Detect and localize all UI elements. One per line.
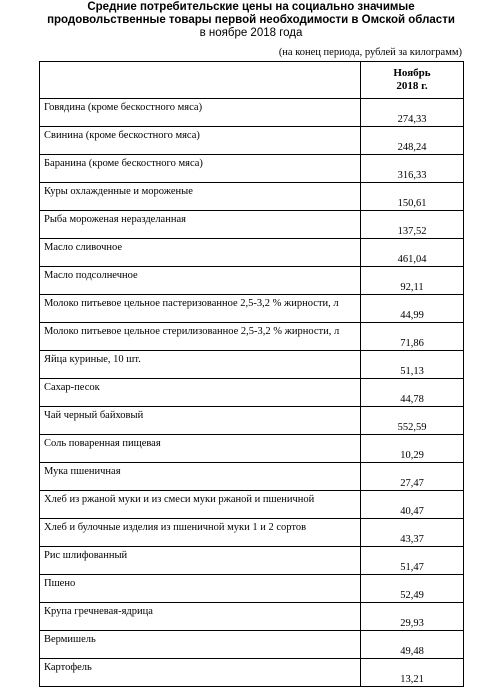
price-value-cell: 552,59 <box>361 407 464 435</box>
product-name-cell: Куры охлажденные и мороженые <box>40 183 361 211</box>
price-value-cell: 27,47 <box>361 463 464 491</box>
table-row <box>40 631 464 659</box>
period-year: 2018 г. <box>396 80 428 92</box>
table-row <box>40 239 464 267</box>
price-value-cell: 150,61 <box>361 183 464 211</box>
price-value-cell: 274,33 <box>361 99 464 127</box>
table-row <box>40 127 464 155</box>
price-value-cell: 248,24 <box>361 127 464 155</box>
price-value-cell: 44,99 <box>361 295 464 323</box>
table-row <box>40 295 464 323</box>
table-row <box>40 351 464 379</box>
table-body <box>40 99 464 687</box>
table-row <box>40 155 464 183</box>
title-line-2: продовольственные товары первой необходимости в Омской области <box>47 14 455 26</box>
product-name-cell: Говядина (кроме бескостного мяса) <box>40 99 361 127</box>
product-name-cell: Масло сливочное <box>40 239 361 267</box>
table-row <box>40 575 464 603</box>
table-row <box>40 519 464 547</box>
price-value-cell: 44,78 <box>361 379 464 407</box>
price-value-cell: 71,86 <box>361 323 464 351</box>
table-row <box>40 379 464 407</box>
product-name-cell: Хлеб из ржаной муки и из смеси муки ржаной и пшеничной <box>40 491 361 519</box>
table-row <box>40 491 464 519</box>
table-row <box>40 547 464 575</box>
price-value-cell: 52,49 <box>361 575 464 603</box>
product-name-cell: Соль поваренная пищевая <box>40 435 361 463</box>
price-value-cell: 461,04 <box>361 239 464 267</box>
page-subtitle: в ноябре 2018 года <box>199 27 303 39</box>
table-row <box>40 463 464 491</box>
product-name-cell: Яйца куриные, 10 шт. <box>40 351 361 379</box>
table-row <box>40 211 464 239</box>
product-name-cell: Рис шлифованный <box>40 547 361 575</box>
price-value-cell: 51,47 <box>361 547 464 575</box>
product-name-cell: Масло подсолнечное <box>40 267 361 295</box>
table-row <box>40 659 464 687</box>
product-name-cell: Рыба мороженая неразделанная <box>40 211 361 239</box>
table-row <box>40 267 464 295</box>
price-value-cell: 92,11 <box>361 267 464 295</box>
title-line-1: Средние потребительские цены на социально значимые <box>87 1 415 13</box>
price-value-cell: 49,48 <box>361 631 464 659</box>
product-name-cell: Картофель <box>40 659 361 687</box>
table-row <box>40 99 464 127</box>
product-name-cell: Крупа гречневая-ядрица <box>40 603 361 631</box>
product-name-cell: Свинина (кроме бескостного мяса) <box>40 127 361 155</box>
product-name-cell: Молоко питьевое цельное стерилизованное 2,5-3,2 % жирности, л <box>40 323 361 351</box>
price-value-cell: 40,47 <box>361 491 464 519</box>
product-name-cell: Пшено <box>40 575 361 603</box>
product-name-cell: Хлеб и булочные изделия из пшеничной муки 1 и 2 сортов <box>40 519 361 547</box>
table-row <box>40 183 464 211</box>
table-header-row <box>40 62 464 99</box>
price-value-cell: 29,93 <box>361 603 464 631</box>
table-row <box>40 603 464 631</box>
header-cell-period <box>361 62 464 99</box>
table-row <box>40 407 464 435</box>
product-name-cell: Молоко питьевое цельное пастеризованное 2,5-3,2 % жирности, л <box>40 295 361 323</box>
product-name-cell: Вермишель <box>40 631 361 659</box>
price-value-cell: 13,21 <box>361 659 464 687</box>
price-value-cell: 10,29 <box>361 435 464 463</box>
table-row <box>40 435 464 463</box>
product-name-cell: Чай черный байховый <box>40 407 361 435</box>
product-name-cell: Баранина (кроме бескостного мяса) <box>40 155 361 183</box>
price-value-cell: 137,52 <box>361 211 464 239</box>
header-cell-name <box>40 62 361 99</box>
product-name-cell: Сахар-песок <box>40 379 361 407</box>
page-title <box>0 1 502 27</box>
price-table <box>39 61 464 687</box>
product-name-cell: Мука пшеничная <box>40 463 361 491</box>
table-row <box>40 323 464 351</box>
unit-note: (на конец периода, рублей за килограмм) <box>278 47 462 58</box>
price-value-cell: 43,37 <box>361 519 464 547</box>
price-value-cell: 316,33 <box>361 155 464 183</box>
period-month: Ноябрь <box>393 67 431 79</box>
price-value-cell: 51,13 <box>361 351 464 379</box>
